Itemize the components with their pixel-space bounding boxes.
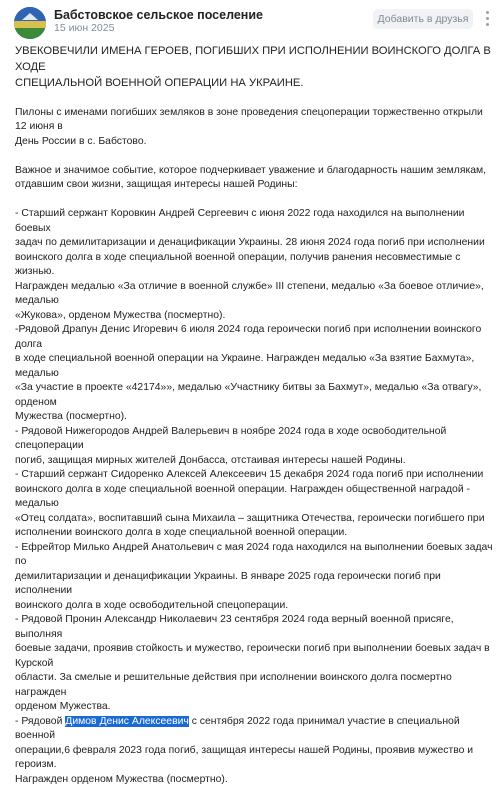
hero-entry-sidorenko: - Старший сержант Сидоренко Алексей Алексеевич 15 декабря 2024 года погиб при исполнении воинского долга в ходе специальной военной операции. Награжден общественной наградой - медалью «Отец солдата», воспитавший сына Михаила – защитника Отечества, героически погибшего при исполнении воинского долга в ходе специальной военной операции. <box>15 468 495 541</box>
post-header <box>0 0 501 40</box>
post-date[interactable]: 15 июн 2025 <box>54 22 114 34</box>
hero-entry-dimov: - Рядовой Димов Денис Алексеевич с сентября 2022 года принимал участие в специальной военной операции,6 февраля 2023 года погиб, защищая интересы нашей Родины, проявив мужество и героизм. Награжден орденом Мужества (посмертно). <box>15 715 495 787</box>
hero-entry-pronin: - Рядовой Пронин Александр Николаевич 23 сентября 2024 года верный военной присяге, выполняя боевые задачи, проявив стойкость и мужество, героически погиб при выполнении боевых задач в Курской области. За смелые и решительные действия при исполнении воинского долга посмертно награжден орденом Мужества. <box>15 613 495 715</box>
hero-entry-drapun: -Рядовой Драпун Денис Игоревич 6 июля 2024 года героически погиб при исполнении воинского долга в ходе специальной военной операции на Украине. Награжден медалью «За взятие Бахмута», медалью «За участие в проекте «42174»», медалью «Участнику битвы за Бахмут», медалью «За отвагу», орденом Мужества (посмертно). <box>15 323 495 425</box>
add-friend-button[interactable]: Добавить в друзья <box>373 9 473 29</box>
coat-of-arms-icon <box>14 7 46 39</box>
post-title: УВЕКОВЕЧИЛИ ИМЕНА ГЕРОЕВ, ПОГИБШИХ ПРИ ИСПОЛНЕНИИ ВОИНСКОГО ДОЛГА В ХОДЕ СПЕЦИАЛЬНОЙ ВОЕННОЙ ОПЕРАЦИИ НА УКРАИНЕ. <box>15 43 495 91</box>
selected-text[interactable]: Димов Денис Алексеевич <box>65 716 189 727</box>
group-name[interactable]: Бабстовское сельское поселение <box>54 8 263 22</box>
group-avatar[interactable] <box>14 7 46 39</box>
intro-paragraph: Пилоны с именами погибших земляков в зоне проведения спецоперации торжественно открыли 12 июня в День России в с. Бабстово. <box>15 106 495 150</box>
lead-paragraph: Важное и значимое событие, которое подчеркивает уважение и благодарность нашим землякам, отдавшим свои жизни, защищая интересы нашей Родины: <box>15 164 495 193</box>
hero-entry-nizhegorodov: - Рядовой Нижегородов Андрей Валерьевич в ноябре 2024 года в ходе освободительной спецоперации погиб, защищая мирных жителей Донбасса, отстаивая интересы нашей Родины. <box>15 425 495 469</box>
hero-entry-milko: - Ефрейтор Милько Андрей Анатольевич с мая 2024 года находился на выполнении боевых задач по демилитаризации и денацификации Украины. В январе 2025 года героически погиб при исполнении воинского долга в ходе освободительной спецоперации. <box>15 541 495 614</box>
post-text <box>15 43 495 787</box>
hero-entry-korovkin: - Старший сержант Коровкин Андрей Сергеевич с июня 2022 года находился на выполнении боевых задач по демилитаризации и денацификации Украины. 28 июня 2024 года погиб при исполнении воинского долга в ходе специальной военной операции, получив ранения несовместимые с жизнью. Награжден медалью «За отличие в военной службе» III степени, медалью «За боевое отличие», медалью «Жукова», орденом Мужества (посмертно). <box>15 207 495 323</box>
more-dots-icon[interactable] <box>480 8 494 30</box>
